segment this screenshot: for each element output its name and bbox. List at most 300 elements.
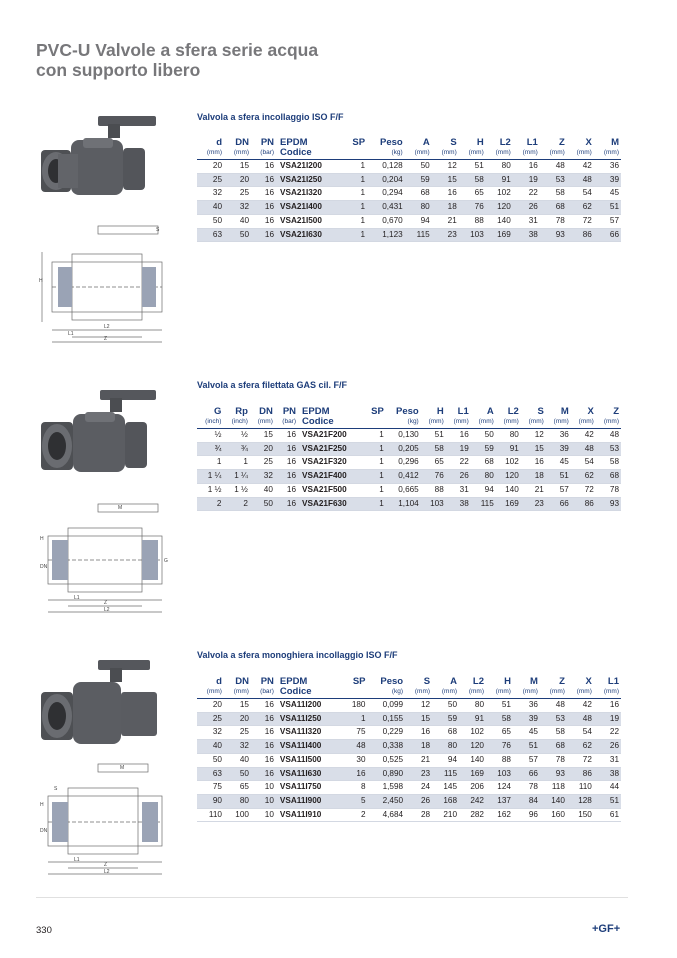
col-header: H <box>504 676 511 687</box>
table-cell: 80 <box>459 699 486 713</box>
table-cell: 10 <box>251 794 276 808</box>
table-cell: 103 <box>486 767 513 781</box>
table-cell: 45 <box>513 726 540 740</box>
table-cell: 103 <box>421 497 446 511</box>
tech-drawing-2 <box>38 500 173 615</box>
drawing-label: H <box>40 802 44 808</box>
table-cell: 40 <box>224 753 251 767</box>
col-header: L2 <box>472 676 484 687</box>
table-cell: 0,412 <box>386 470 421 484</box>
table-cell: 62 <box>567 740 594 754</box>
table-cell: 1 <box>344 173 368 187</box>
table-cell: 16 <box>446 429 471 443</box>
table-cell: 145 <box>432 781 459 795</box>
unit: (mm) <box>471 417 496 429</box>
table-cell: 96 <box>513 808 540 822</box>
table-row <box>197 228 621 242</box>
table-body <box>197 429 621 511</box>
table-cell: 16 <box>275 442 298 456</box>
table-row <box>197 160 621 174</box>
table-cell: 15 <box>405 712 432 726</box>
section-title-2: Valvola a sfera filettata GAS cil. F/F <box>197 380 348 390</box>
tech-drawing-1 <box>38 222 173 347</box>
table-cell: 22 <box>594 726 621 740</box>
table-cell: 0,338 <box>368 740 406 754</box>
col-header: Codice <box>298 417 364 429</box>
col-header: Peso <box>380 676 404 687</box>
col-header: M <box>560 406 569 417</box>
col-header: Peso <box>380 137 403 148</box>
table-cell: 25 <box>197 712 224 726</box>
product-code-cell: VSA11I500 <box>276 753 343 767</box>
table-cell: 88 <box>459 214 486 228</box>
col-header: H <box>476 137 484 148</box>
product-code-cell: VSA11I250 <box>276 712 343 726</box>
table-cell: 19 <box>594 712 621 726</box>
table-row <box>197 794 621 808</box>
col-header: Z <box>559 137 565 148</box>
table-cell: 16 <box>251 214 276 228</box>
table-cell: 1 <box>364 497 386 511</box>
col-header: d <box>216 676 222 687</box>
table-cell: 86 <box>567 767 594 781</box>
unit <box>344 148 368 160</box>
col-header: SP <box>352 676 366 687</box>
table-cell: 0,296 <box>386 456 421 470</box>
table-row <box>197 497 621 511</box>
drawing-label: L2 <box>104 869 110 875</box>
table-cell: 0,294 <box>367 187 405 201</box>
table-cell: 57 <box>513 753 540 767</box>
unit: (kg) <box>368 687 406 699</box>
table-cell: 44 <box>594 781 621 795</box>
table-cell: 15 <box>224 160 251 174</box>
col-header: A <box>422 137 430 148</box>
col-header: X <box>585 676 592 687</box>
table-cell: 12 <box>521 429 546 443</box>
product-code-cell: VSA21I400 <box>276 201 344 215</box>
unit <box>343 687 368 699</box>
section-title-1: Valvola a sfera incollaggio ISO F/F <box>197 112 344 122</box>
table-cell: 39 <box>546 442 571 456</box>
table-cell: 4,684 <box>368 808 406 822</box>
table-cell: 62 <box>571 470 596 484</box>
table-cell: 16 <box>251 726 276 740</box>
table-cell: 20 <box>250 442 275 456</box>
product-code-cell: VSA21F200 <box>298 429 364 443</box>
unit: (mm) <box>421 417 446 429</box>
table-units-row <box>197 417 621 429</box>
unit: (mm) <box>459 687 486 699</box>
table-cell: 93 <box>540 228 567 242</box>
table-row <box>197 767 621 781</box>
table-cell: 1 <box>364 442 386 456</box>
table-cell: 86 <box>567 228 594 242</box>
table-cell: 88 <box>486 753 513 767</box>
table-cell: 26 <box>405 794 432 808</box>
col-header: L1 <box>526 137 538 148</box>
table-cell: 78 <box>596 483 621 497</box>
table-cell: 50 <box>197 753 224 767</box>
table-cell: 169 <box>486 228 513 242</box>
table-cell: 102 <box>459 726 486 740</box>
table-cell: 23 <box>405 767 432 781</box>
col-header: X <box>585 137 592 148</box>
unit: (mm) <box>594 687 621 699</box>
table-cell: 51 <box>594 794 621 808</box>
table-cell: 51 <box>546 470 571 484</box>
product-code-cell: VSA21I250 <box>276 173 344 187</box>
product-code-cell: VSA21I320 <box>276 187 344 201</box>
table-cell: 86 <box>571 497 596 511</box>
table-cell: 20 <box>224 173 251 187</box>
product-code-cell: VSA11I630 <box>276 767 343 781</box>
table-cell: 39 <box>594 173 621 187</box>
table-cell: 76 <box>486 740 513 754</box>
table-cell: 20 <box>224 712 251 726</box>
table-cell: 78 <box>540 214 567 228</box>
unit: (mm) <box>540 687 567 699</box>
tech-drawing-3 <box>38 760 173 880</box>
title-line-1: PVC-U Valvole a sfera serie acqua <box>36 40 319 60</box>
table-row <box>197 187 621 201</box>
table-cell: 5 <box>343 794 368 808</box>
product-code-cell: VSA11I750 <box>276 781 343 795</box>
table-cell: 282 <box>459 808 486 822</box>
table-cell: 16 <box>251 699 276 713</box>
table-cell: 21 <box>405 753 432 767</box>
table-cell: 58 <box>540 726 567 740</box>
table-cell: 39 <box>513 712 540 726</box>
table-cell: 210 <box>432 808 459 822</box>
table-cell: 94 <box>405 214 432 228</box>
table-row <box>197 808 621 822</box>
table-cell: 76 <box>421 470 446 484</box>
unit: (kg) <box>367 148 405 160</box>
unit: (mm) <box>446 417 471 429</box>
col-header: S <box>537 406 544 417</box>
table-cell: 16 <box>251 712 276 726</box>
table-cell: 72 <box>571 483 596 497</box>
table-cell: 103 <box>459 228 486 242</box>
unit: (mm) <box>432 687 459 699</box>
table-cell: 51 <box>421 429 446 443</box>
table-cell: 1 ½ <box>197 483 223 497</box>
table-cell: 16 <box>432 187 459 201</box>
table-cell: 31 <box>594 753 621 767</box>
table-cell: 58 <box>486 712 513 726</box>
table-cell: 0,099 <box>368 699 406 713</box>
table-cell: 120 <box>459 740 486 754</box>
table-cell: 115 <box>471 497 496 511</box>
table-cell: 36 <box>513 699 540 713</box>
table-cell: 28 <box>405 808 432 822</box>
table-cell: 169 <box>496 497 521 511</box>
table-cell: 66 <box>594 228 621 242</box>
table-cell: 20 <box>197 699 224 713</box>
table-cell: 150 <box>567 808 594 822</box>
table-cell: 20 <box>197 160 224 174</box>
unit: (inch) <box>223 417 249 429</box>
unit: (mm) <box>567 148 594 160</box>
table-cell: 75 <box>197 781 224 795</box>
spec-table-3 <box>197 677 621 822</box>
table-cell: 2,450 <box>368 794 406 808</box>
table-cell: 75 <box>343 726 368 740</box>
table-cell: 1 <box>364 470 386 484</box>
table-cell: 40 <box>224 214 251 228</box>
table-row <box>197 456 621 470</box>
title-line-2: con supporto libero <box>36 60 201 80</box>
valve-photo-3 <box>38 652 168 752</box>
table-cell: 120 <box>496 470 521 484</box>
footer-divider <box>36 897 628 898</box>
col-header: SP <box>371 406 384 417</box>
table-body <box>197 160 621 242</box>
table-cell: 48 <box>567 173 594 187</box>
col-header: L1 <box>607 676 619 687</box>
unit: (mm) <box>540 148 567 160</box>
table-cell: 42 <box>567 160 594 174</box>
table-row <box>197 726 621 740</box>
table-cell: 140 <box>486 214 513 228</box>
unit <box>364 417 386 429</box>
product-code-cell: VSA21I630 <box>276 228 344 242</box>
table-cell: 65 <box>459 187 486 201</box>
table-cell: 58 <box>540 187 567 201</box>
table-cell: 62 <box>567 201 594 215</box>
unit: (mm) <box>405 687 432 699</box>
table-cell: ½ <box>197 429 223 443</box>
unit: (kg) <box>386 417 421 429</box>
table-cell: 162 <box>486 808 513 822</box>
page-title <box>36 40 318 80</box>
table-cell: 72 <box>567 753 594 767</box>
table-cell: 18 <box>405 740 432 754</box>
table-cell: 2 <box>343 808 368 822</box>
table-cell: 65 <box>224 781 251 795</box>
col-header: S <box>450 137 457 148</box>
col-header: EPDM <box>302 406 330 417</box>
drawing-label: L2 <box>104 607 110 613</box>
table-cell: 1 <box>344 228 368 242</box>
unit: (bar) <box>275 417 298 429</box>
table-cell: 22 <box>446 456 471 470</box>
table-cell: 48 <box>343 740 368 754</box>
unit: (mm) <box>224 148 251 160</box>
table-cell: 91 <box>459 712 486 726</box>
table-cell: 168 <box>432 794 459 808</box>
unit: (mm) <box>513 148 540 160</box>
col-header: M <box>611 137 619 148</box>
product-code-cell: VSA21F630 <box>298 497 364 511</box>
col-header: H <box>436 406 444 417</box>
col-header: Codice <box>276 687 343 699</box>
table-cell: 1 <box>223 456 249 470</box>
gf-logo: +GF+ <box>592 923 621 935</box>
table-cell: 68 <box>540 201 567 215</box>
table-cell: 45 <box>546 456 571 470</box>
table-cell: 40 <box>197 201 224 215</box>
table-row <box>197 442 621 456</box>
table-cell: 1,104 <box>386 497 421 511</box>
table-cell: 18 <box>432 201 459 215</box>
table-cell: ¾ <box>197 442 223 456</box>
table-cell: 1 ½ <box>223 483 249 497</box>
drawing-label: L2 <box>104 324 110 330</box>
product-code-cell: VSA21F250 <box>298 442 364 456</box>
table-cell: 1 <box>344 187 368 201</box>
table-cell: ½ <box>223 429 249 443</box>
table-cell: 140 <box>540 794 567 808</box>
col-header: DN <box>259 406 273 417</box>
drawing-label: Z <box>104 600 108 606</box>
product-code-cell: VSA21I500 <box>276 214 344 228</box>
table-cell: 0,229 <box>368 726 406 740</box>
table-cell: 10 <box>251 808 276 822</box>
col-header: Rp <box>235 406 248 417</box>
unit: (mm) <box>224 687 251 699</box>
table-cell: 110 <box>567 781 594 795</box>
table-cell: 50 <box>405 160 432 174</box>
table-row <box>197 483 621 497</box>
col-header: DN <box>235 676 249 687</box>
table-cell: 0,890 <box>368 767 406 781</box>
table-cell: 0,205 <box>386 442 421 456</box>
table-cell: 0,525 <box>368 753 406 767</box>
table-cell: 48 <box>567 712 594 726</box>
col-header: M <box>530 676 538 687</box>
table-cell: 40 <box>250 483 275 497</box>
col-header: A <box>450 676 458 687</box>
table-cell: 8 <box>343 781 368 795</box>
drawing-label: H <box>40 536 44 542</box>
table-cell: 48 <box>596 429 621 443</box>
table-cell: 16 <box>275 456 298 470</box>
drawing-label: S <box>156 227 160 233</box>
table-cell: 169 <box>459 767 486 781</box>
unit: (mm) <box>513 687 540 699</box>
spec-table-2 <box>197 407 621 511</box>
unit: (mm) <box>571 417 596 429</box>
table-cell: 25 <box>224 726 251 740</box>
table-cell: 54 <box>571 456 596 470</box>
table-row <box>197 470 621 484</box>
table-cell: 19 <box>513 173 540 187</box>
table-cell: 58 <box>596 456 621 470</box>
product-code-cell: VSA11I400 <box>276 740 343 754</box>
unit: (mm) <box>496 417 521 429</box>
table-cell: 100 <box>224 808 251 822</box>
drawing-label: L1 <box>74 857 80 863</box>
unit: (mm) <box>594 148 621 160</box>
col-header: G <box>214 406 222 417</box>
table-cell: 25 <box>250 456 275 470</box>
table-cell: 80 <box>486 160 513 174</box>
drawing-label: Z <box>104 336 108 342</box>
unit: (mm) <box>405 148 432 160</box>
table-units-row <box>197 687 621 699</box>
drawing-label: S <box>54 786 58 792</box>
table-cell: 68 <box>596 470 621 484</box>
product-code-cell: VSA11I900 <box>276 794 343 808</box>
table-cell: 53 <box>540 712 567 726</box>
col-header: S <box>423 676 431 687</box>
col-header: Z <box>613 406 619 417</box>
drawing-label: DN <box>40 828 48 834</box>
table-cell: 48 <box>571 442 596 456</box>
table-cell: 2 <box>223 497 249 511</box>
table-row <box>197 173 621 187</box>
table-cell: 23 <box>521 497 546 511</box>
section-title-3: Valvola a sfera monoghiera incollaggio ISO F/F <box>197 650 398 660</box>
table-header-row <box>197 138 621 148</box>
col-header: EPDM <box>280 137 308 148</box>
table-cell: 110 <box>197 808 224 822</box>
page-number: 330 <box>36 925 52 936</box>
table-row <box>197 712 621 726</box>
table-cell: 68 <box>540 740 567 754</box>
table-cell: 58 <box>421 442 446 456</box>
col-header: L2 <box>507 406 519 417</box>
drawing-label: L1 <box>68 331 74 337</box>
table-cell: 63 <box>197 228 224 242</box>
table-cell: 68 <box>432 726 459 740</box>
table-cell: 16 <box>275 470 298 484</box>
table-cell: 59 <box>471 442 496 456</box>
unit: (mm) <box>197 687 224 699</box>
table-cell: 63 <box>197 767 224 781</box>
table-cell: 102 <box>496 456 521 470</box>
table-body <box>197 699 621 822</box>
drawing-label: H <box>39 278 43 284</box>
valve-photo-1 <box>38 110 168 205</box>
table-cell: 50 <box>471 429 496 443</box>
spec-table-1 <box>197 138 621 242</box>
drawing-label: DN <box>40 564 48 570</box>
table-cell: 72 <box>567 214 594 228</box>
table-cell: 140 <box>496 483 521 497</box>
table-cell: 38 <box>513 228 540 242</box>
valve-photo-2 <box>38 382 168 482</box>
table-cell: 1 ¼ <box>197 470 223 484</box>
table-cell: 1,598 <box>368 781 406 795</box>
table-row <box>197 753 621 767</box>
table-cell: 48 <box>540 699 567 713</box>
table-cell: 10 <box>251 781 276 795</box>
table-cell: 120 <box>486 201 513 215</box>
table-cell: 54 <box>567 726 594 740</box>
table-header-row <box>197 407 621 417</box>
table-cell: 80 <box>224 794 251 808</box>
table-cell: 61 <box>594 808 621 822</box>
col-header: L2 <box>499 137 511 148</box>
table-cell: 128 <box>567 794 594 808</box>
table-cell: 23 <box>432 228 459 242</box>
drawing-label: L1 <box>74 595 80 601</box>
table-cell: 140 <box>459 753 486 767</box>
table-cell: 25 <box>197 173 224 187</box>
table-cell: 80 <box>432 740 459 754</box>
product-code-cell: VSA11I320 <box>276 726 343 740</box>
table-cell: 0,128 <box>367 160 405 174</box>
table-cell: 1 <box>364 456 386 470</box>
table-cell: 137 <box>486 794 513 808</box>
table-cell: 50 <box>224 228 251 242</box>
col-header: d <box>216 137 223 148</box>
table-cell: 1 <box>344 214 368 228</box>
table-cell: 12 <box>405 699 432 713</box>
